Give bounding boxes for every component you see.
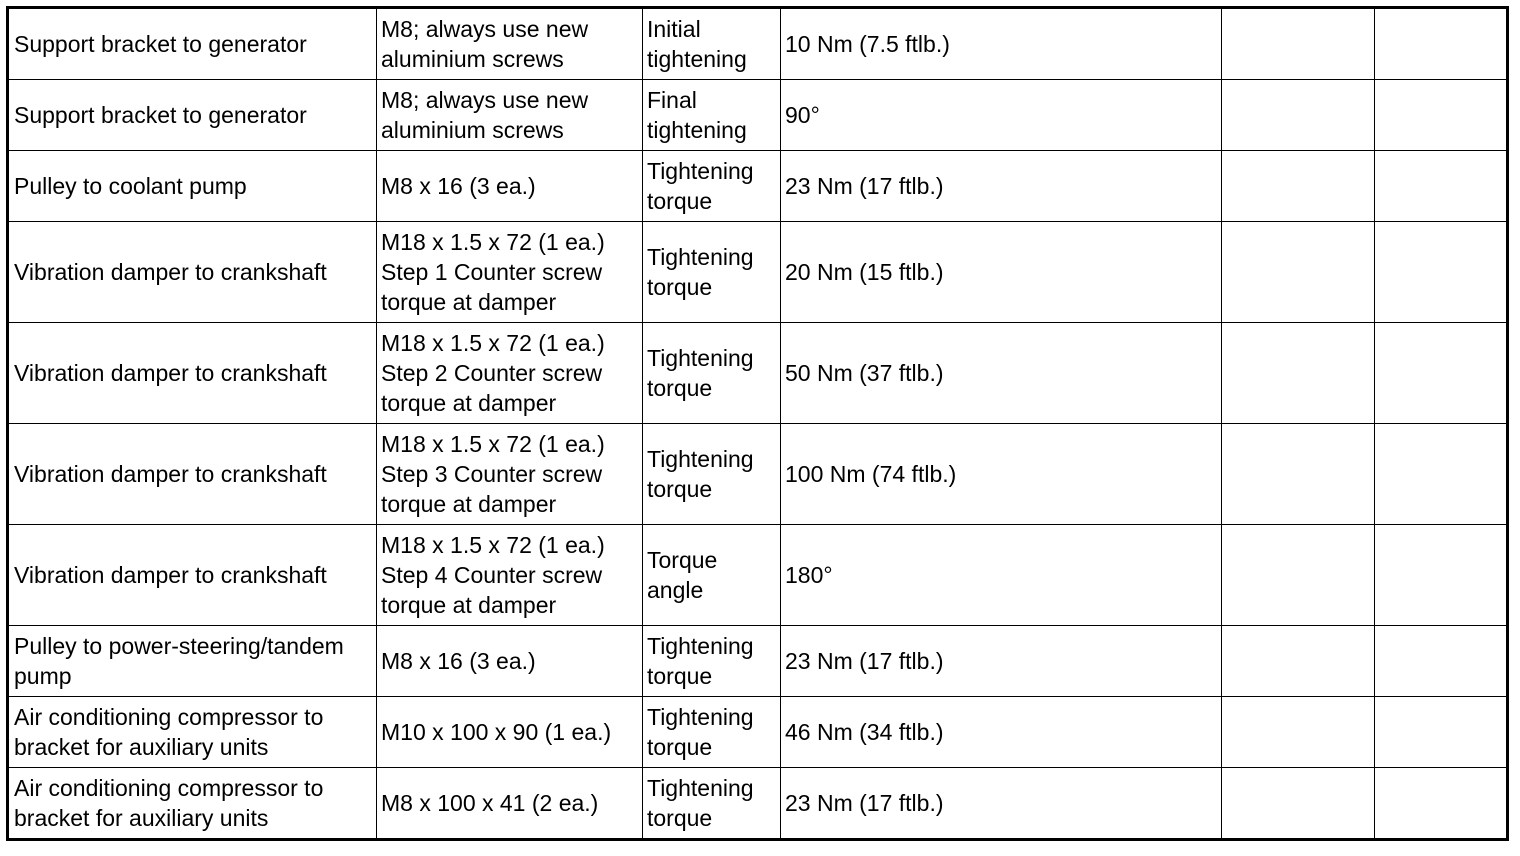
component-text: Support bracket to generator xyxy=(14,31,307,57)
extra-cell-2 xyxy=(1375,80,1508,151)
method-line: Tightening xyxy=(647,244,754,270)
component-cell xyxy=(8,525,377,626)
fastener-line: torque at damper xyxy=(381,390,557,416)
component-text: Vibration damper to crankshaft xyxy=(14,360,327,386)
value-cell xyxy=(781,768,1222,840)
method-line: torque xyxy=(647,274,713,300)
fastener-line: torque at damper xyxy=(381,289,557,315)
fastener-line: aluminium screws xyxy=(381,46,564,72)
extra-cell-2 xyxy=(1375,525,1508,626)
method-line: Tightening xyxy=(647,345,754,371)
extra-cell-2 xyxy=(1375,222,1508,323)
method-line: torque xyxy=(647,734,713,760)
value-cell xyxy=(781,697,1222,768)
extra-cell-2 xyxy=(1375,323,1508,424)
fastener-line: M18 x 1.5 x 72 (1 ea.) xyxy=(381,532,605,558)
torque-value: 100 Nm (74 ftlb.) xyxy=(785,461,957,487)
component-cell xyxy=(8,768,377,840)
table-row xyxy=(8,8,1508,80)
torque-spec-table xyxy=(6,6,1509,841)
torque-value: 23 Nm (17 ftlb.) xyxy=(785,173,944,199)
method-cell xyxy=(643,151,781,222)
fastener-cell xyxy=(377,222,643,323)
method-line: tightening xyxy=(647,117,747,143)
method-cell xyxy=(643,424,781,525)
table-row xyxy=(8,151,1508,222)
component-text: Support bracket to generator xyxy=(14,102,307,128)
value-cell xyxy=(781,80,1222,151)
method-line: torque xyxy=(647,375,713,401)
table-row xyxy=(8,525,1508,626)
table-row xyxy=(8,323,1508,424)
method-line: Final xyxy=(647,87,697,113)
extra-cell-2 xyxy=(1375,697,1508,768)
fastener-line: M18 x 1.5 x 72 (1 ea.) xyxy=(381,229,605,255)
torque-value: 10 Nm (7.5 ftlb.) xyxy=(785,31,950,57)
method-line: angle xyxy=(647,577,704,603)
method-cell xyxy=(643,80,781,151)
fastener-line: Step 4 Counter screw xyxy=(381,562,603,588)
fastener-cell xyxy=(377,768,643,840)
fastener-line: torque at damper xyxy=(381,491,557,517)
component-cell xyxy=(8,424,377,525)
component-text: Air conditioning compressor to bracket for auxiliary units xyxy=(14,704,324,760)
method-cell xyxy=(643,626,781,697)
extra-cell-1 xyxy=(1222,8,1375,80)
extra-cell-2 xyxy=(1375,151,1508,222)
fastener-line: Step 2 Counter screw xyxy=(381,360,603,386)
extra-cell-2 xyxy=(1375,424,1508,525)
extra-cell-1 xyxy=(1222,697,1375,768)
fastener-cell xyxy=(377,8,643,80)
fastener-cell xyxy=(377,697,643,768)
component-text: Air conditioning compressor to bracket for auxiliary units xyxy=(14,775,324,831)
method-line: Tightening xyxy=(647,633,754,659)
value-cell xyxy=(781,222,1222,323)
extra-cell-2 xyxy=(1375,768,1508,840)
component-cell xyxy=(8,222,377,323)
extra-cell-1 xyxy=(1222,525,1375,626)
table-row xyxy=(8,424,1508,525)
torque-value: 50 Nm (37 ftlb.) xyxy=(785,360,944,386)
method-line: Initial xyxy=(647,16,701,42)
extra-cell-1 xyxy=(1222,151,1375,222)
method-line: Tightening xyxy=(647,704,754,730)
component-text: Vibration damper to crankshaft xyxy=(14,461,327,487)
table-row xyxy=(8,626,1508,697)
component-cell xyxy=(8,697,377,768)
torque-value: 20 Nm (15 ftlb.) xyxy=(785,259,944,285)
value-cell xyxy=(781,626,1222,697)
table-row xyxy=(8,80,1508,151)
fastener-cell xyxy=(377,323,643,424)
method-cell xyxy=(643,768,781,840)
value-cell xyxy=(781,525,1222,626)
torque-value: 90° xyxy=(785,102,820,128)
component-cell xyxy=(8,323,377,424)
component-cell xyxy=(8,626,377,697)
torque-value: 23 Nm (17 ftlb.) xyxy=(785,648,944,674)
component-cell xyxy=(8,151,377,222)
method-line: Tightening xyxy=(647,158,754,184)
component-text: Pulley to power-steering/tandem pump xyxy=(14,633,344,689)
component-text: Pulley to coolant pump xyxy=(14,173,247,199)
fastener-line: M18 x 1.5 x 72 (1 ea.) xyxy=(381,330,605,356)
extra-cell-1 xyxy=(1222,323,1375,424)
value-cell xyxy=(781,151,1222,222)
fastener-cell xyxy=(377,525,643,626)
method-line: Torque xyxy=(647,547,718,573)
value-cell xyxy=(781,8,1222,80)
table-body xyxy=(8,8,1508,840)
extra-cell-2 xyxy=(1375,626,1508,697)
extra-cell-1 xyxy=(1222,626,1375,697)
extra-cell-1 xyxy=(1222,222,1375,323)
fastener-line: M18 x 1.5 x 72 (1 ea.) xyxy=(381,431,605,457)
method-line: torque xyxy=(647,663,713,689)
fastener-line: M8 x 16 (3 ea.) xyxy=(381,173,536,199)
method-cell xyxy=(643,222,781,323)
method-line: Tightening xyxy=(647,446,754,472)
fastener-line: Step 1 Counter screw xyxy=(381,259,603,285)
torque-value: 180° xyxy=(785,562,833,588)
method-line: torque xyxy=(647,805,713,831)
fastener-cell xyxy=(377,626,643,697)
method-cell xyxy=(643,525,781,626)
torque-value: 46 Nm (34 ftlb.) xyxy=(785,719,944,745)
method-cell xyxy=(643,8,781,80)
fastener-line: M8; always use new xyxy=(381,16,589,42)
component-text: Vibration damper to crankshaft xyxy=(14,562,327,588)
method-line: torque xyxy=(647,476,713,502)
fastener-line: aluminium screws xyxy=(381,117,564,143)
method-line: Tightening xyxy=(647,775,754,801)
extra-cell-2 xyxy=(1375,8,1508,80)
method-cell xyxy=(643,323,781,424)
fastener-line: M8 x 100 x 41 (2 ea.) xyxy=(381,790,599,816)
fastener-line: M8; always use new xyxy=(381,87,589,113)
table-row xyxy=(8,222,1508,323)
extra-cell-1 xyxy=(1222,80,1375,151)
fastener-line: M8 x 16 (3 ea.) xyxy=(381,648,536,674)
fastener-line: torque at damper xyxy=(381,592,557,618)
value-cell xyxy=(781,424,1222,525)
method-cell xyxy=(643,697,781,768)
component-text: Vibration damper to crankshaft xyxy=(14,259,327,285)
extra-cell-1 xyxy=(1222,424,1375,525)
fastener-cell xyxy=(377,151,643,222)
extra-cell-1 xyxy=(1222,768,1375,840)
torque-value: 23 Nm (17 ftlb.) xyxy=(785,790,944,816)
fastener-line: Step 3 Counter screw xyxy=(381,461,603,487)
component-cell xyxy=(8,8,377,80)
method-line: torque xyxy=(647,188,713,214)
table-row xyxy=(8,697,1508,768)
value-cell xyxy=(781,323,1222,424)
fastener-cell xyxy=(377,80,643,151)
table-row xyxy=(8,768,1508,840)
component-cell xyxy=(8,80,377,151)
method-line: tightening xyxy=(647,46,747,72)
fastener-line: M10 x 100 x 90 (1 ea.) xyxy=(381,719,612,745)
fastener-cell xyxy=(377,424,643,525)
